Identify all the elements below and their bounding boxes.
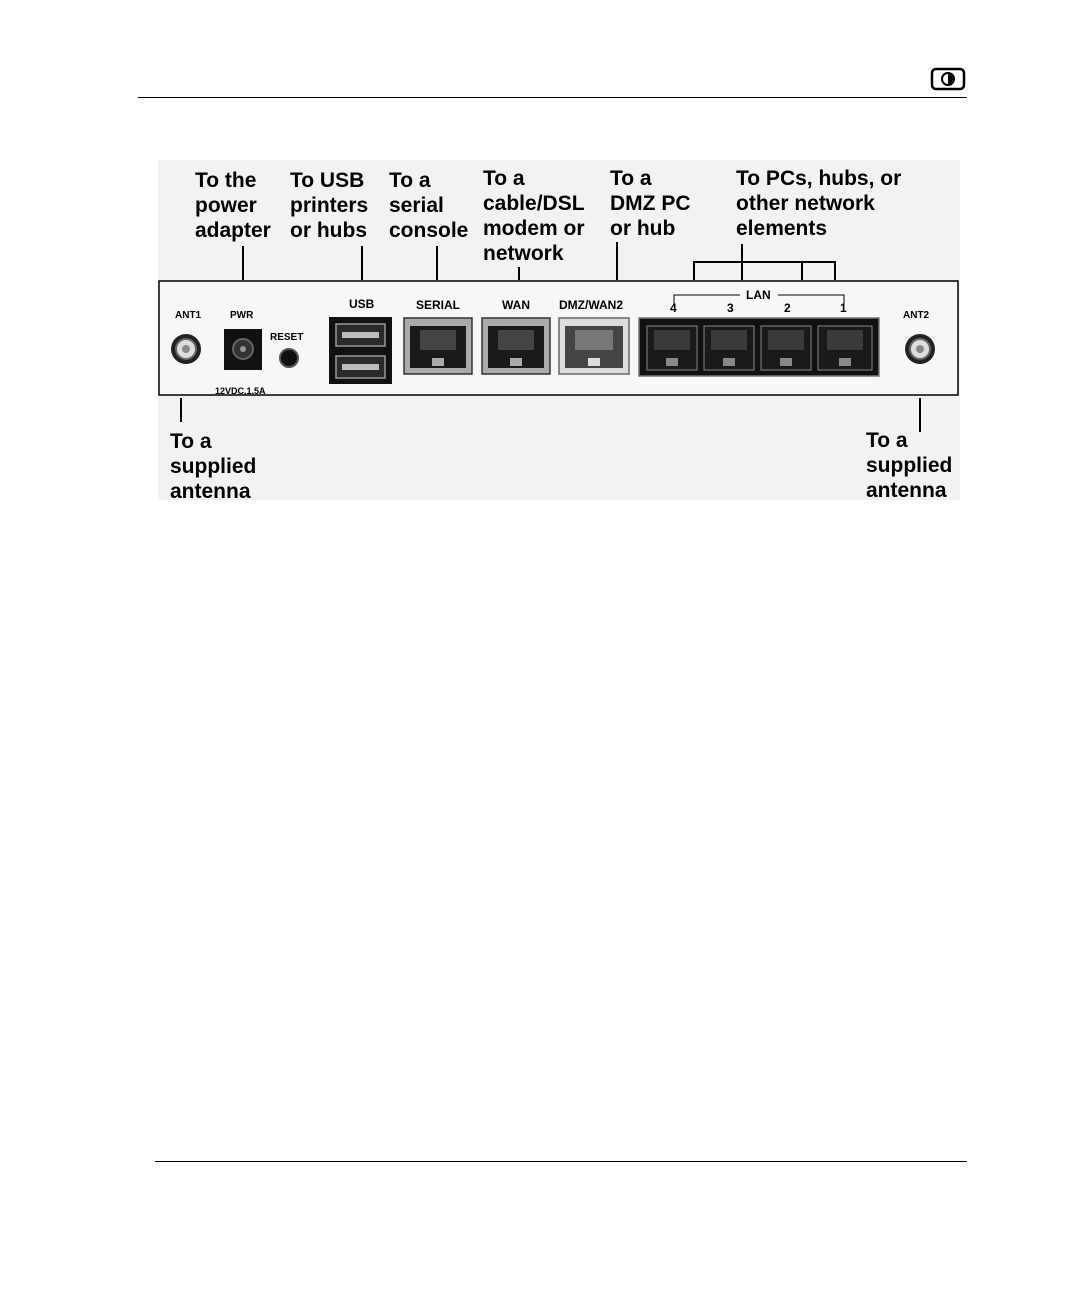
label-dmz: DMZ/WAN2 — [559, 298, 623, 312]
manual-logo-icon — [930, 67, 966, 91]
callout-lan-line-1: To PCs, hubs, or — [736, 167, 902, 190]
callout-ant2-line-1: To a — [866, 429, 908, 452]
lan-port-1 — [818, 326, 872, 370]
lan-port-4 — [647, 326, 697, 370]
reset-button-icon — [280, 349, 298, 367]
callout-ant1 — [170, 430, 256, 500]
label-wan: WAN — [502, 298, 530, 312]
callout-power — [195, 169, 271, 242]
callout-usb-line-2: printers — [290, 194, 369, 217]
label-lan-port-3: 3 — [727, 301, 734, 315]
header-rule — [138, 97, 967, 98]
callout-wan-line-3: modem or — [483, 217, 585, 240]
leader-lan-bracket — [694, 262, 835, 280]
label-lan-port-4: 4 — [670, 301, 677, 315]
lan-port-2 — [761, 326, 811, 370]
footer-rule — [155, 1161, 967, 1162]
callout-dmz-line-2: DMZ PC — [610, 192, 691, 215]
callout-dmz — [610, 167, 691, 240]
callout-ant2 — [866, 429, 952, 500]
callout-serial-line-1: To a — [389, 169, 431, 192]
callout-serial-line-2: serial — [389, 194, 444, 217]
label-voltage: 12VDC,1.5A — [215, 386, 266, 396]
callout-ant1-line-1: To a — [170, 430, 212, 453]
callout-dmz-line-1: To a — [610, 167, 652, 190]
callout-wan-line-1: To a — [483, 167, 525, 190]
callout-usb-line-3: or hubs — [290, 219, 367, 242]
label-lan-port-2: 2 — [784, 301, 791, 315]
dmz-port-icon — [559, 318, 629, 374]
callout-lan-line-2: other network — [736, 192, 875, 215]
callout-ant1-line-3: antenna — [170, 480, 251, 500]
ant1-connector-icon — [171, 334, 201, 364]
callout-power-line-3: adapter — [195, 219, 271, 242]
label-pwr: PWR — [230, 310, 254, 321]
label-reset: RESET — [270, 332, 304, 343]
lan-port-3 — [704, 326, 754, 370]
label-serial: SERIAL — [416, 298, 461, 312]
callout-usb-line-1: To USB — [290, 169, 365, 192]
callout-ant1-line-2: supplied — [170, 455, 257, 478]
callout-serial — [389, 169, 468, 242]
callout-power-line-1: To the — [195, 169, 257, 192]
callout-lan-line-3: elements — [736, 217, 828, 240]
label-usb: USB — [349, 297, 375, 311]
callout-ant2-line-3: antenna — [866, 479, 947, 500]
label-ant1: ANT1 — [175, 310, 202, 321]
label-lan-port-1: 1 — [840, 301, 847, 315]
callout-wan — [483, 167, 585, 265]
label-ant2: ANT2 — [903, 310, 930, 321]
callout-lan — [736, 167, 901, 240]
callout-serial-line-3: console — [389, 219, 469, 242]
router-rear-panel-figure — [158, 160, 960, 500]
callout-wan-line-4: network — [483, 242, 564, 265]
power-jack-icon — [224, 329, 262, 370]
usb-ports-icon — [329, 317, 392, 384]
lan-ports-icon — [639, 318, 879, 376]
callout-dmz-line-3: or hub — [610, 217, 676, 240]
label-lan: LAN — [746, 288, 771, 302]
ant2-connector-icon — [905, 334, 935, 364]
callout-usb — [290, 169, 368, 242]
callout-wan-line-2: cable/DSL — [483, 192, 585, 215]
wan-port-icon — [482, 318, 550, 374]
callout-power-line-2: power — [195, 194, 257, 217]
serial-port-icon — [404, 318, 472, 374]
callout-ant2-line-2: supplied — [866, 454, 953, 477]
